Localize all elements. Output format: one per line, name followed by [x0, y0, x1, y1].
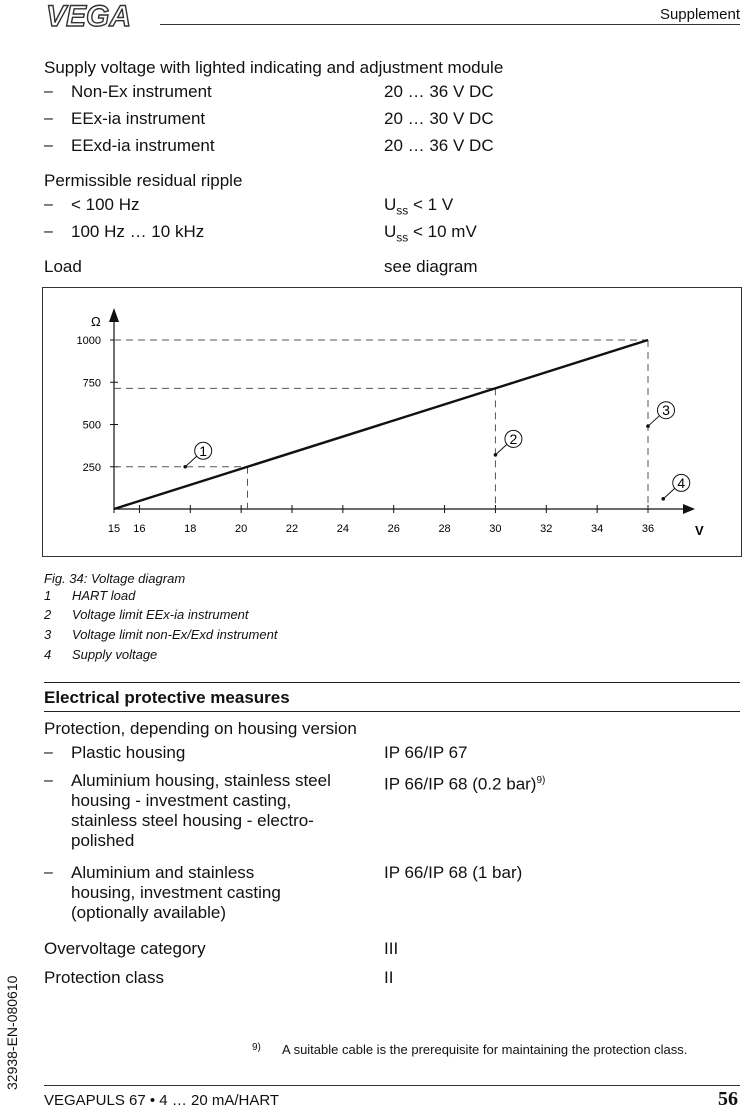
x-tick-label: 34	[591, 523, 604, 535]
document-code: 32938-EN-080610	[4, 975, 20, 1090]
x-tick-label: 16	[133, 523, 146, 535]
housing-value-2: IP 66/IP 68 (0.2 bar)$^{9)}$	[384, 774, 546, 794]
y-tick-label: 750	[82, 377, 101, 390]
marker-label: 4	[677, 474, 686, 491]
marker-leader	[495, 444, 507, 455]
ripple-label-1: < 100 Hz	[71, 195, 140, 214]
load-line	[114, 340, 648, 509]
legend-text-3: Voltage limit non-Ex/Exd instrument	[72, 627, 278, 642]
legend-num-1: 1	[44, 588, 52, 603]
ripple-value-2: $U_{ss} < 10$ mV	[384, 222, 477, 245]
y-tick-label: 500	[82, 419, 101, 432]
x-tick-label: 22	[285, 523, 299, 535]
supply-value-2: 20 … 30 V DC	[384, 109, 494, 128]
x-tick-label: 30	[489, 523, 502, 535]
ripple-label-2: 100 Hz … 10 kHz	[71, 222, 205, 241]
supply-value-3: 20 … 36 V DC	[384, 136, 494, 155]
ripple-value-1: $U_{ss} < 1$ V	[384, 195, 454, 218]
housing-label-3: Aluminium and stainless housing, investment casting (optionally available)	[71, 863, 281, 922]
legend-num-2: 2	[44, 607, 52, 622]
dash: –	[44, 772, 53, 789]
x-tick-label: 26	[387, 523, 400, 535]
marker-leader	[663, 488, 675, 499]
housing-label-2: Aluminium housing, stainless steel housing - investment casting, stainless steel housing - electro-polished	[71, 771, 331, 850]
dash: –	[44, 223, 53, 240]
dash: –	[44, 196, 53, 213]
x-tick-label: 15	[107, 523, 121, 535]
marker-label: 2	[509, 430, 518, 447]
legend-text-2: Voltage limit EEx-ia instrument	[72, 607, 249, 622]
footer-rule	[44, 1085, 740, 1086]
x-tick-label: 36	[641, 523, 655, 535]
y-tick-label: 250	[82, 461, 101, 474]
x-tick-label: 20	[235, 523, 248, 535]
header-section: Supplement	[659, 6, 740, 23]
legend-text-4: Supply voltage	[72, 647, 158, 662]
marker-leader	[648, 415, 660, 426]
load-value: see diagram	[384, 257, 478, 276]
overvoltage-label: Overvoltage category	[44, 939, 206, 958]
x-tick-label: 28	[438, 523, 451, 535]
protection-class-label: Protection class	[44, 968, 164, 987]
housing-value-1: IP 66/IP 67	[384, 743, 468, 762]
supply-value-1: 20 … 36 V DC	[384, 82, 494, 101]
legend-text-1: HART load	[72, 588, 136, 603]
dash: –	[44, 83, 53, 100]
supply-label-2: EEx-ia instrument	[71, 109, 206, 128]
footnote-text: A suitable cable is the prerequisite for maintaining the protection class.	[282, 1042, 688, 1057]
dash: –	[44, 110, 53, 127]
protection-class-value: II	[384, 968, 394, 987]
svg-text:VEGA: VEGA	[46, 0, 132, 30]
legend-num-3: 3	[44, 627, 52, 642]
load-label: Load	[44, 257, 82, 276]
y-unit-label: Ω	[91, 314, 101, 329]
x-unit-label: V	[695, 523, 704, 538]
marker-label: 3	[662, 402, 670, 419]
section-rule-bottom	[44, 711, 740, 712]
x-axis-arrow	[683, 504, 695, 514]
x-tick-label: 18	[184, 523, 197, 535]
y-axis-arrow	[109, 308, 119, 322]
section-title: Electrical protective measures	[44, 688, 290, 707]
supply-label-3: EExd-ia instrument	[71, 136, 215, 155]
page-number: 56	[718, 1088, 738, 1110]
housing-label-1: Plastic housing	[71, 743, 186, 762]
ripple-title: Permissible residual ripple	[44, 171, 243, 190]
voltage-diagram-frame	[42, 287, 742, 557]
housing-value-3: IP 66/IP 68 (1 bar)	[384, 863, 523, 882]
footnote-number: 9)	[252, 1042, 261, 1053]
figure-caption: Fig. 34: Voltage diagram	[44, 571, 186, 586]
overvoltage-value: III	[384, 939, 399, 958]
footer-product: VEGAPULS 67 • 4 … 20 mA/HART	[44, 1092, 280, 1109]
marker-leader	[185, 456, 197, 467]
supply-label-1: Non-Ex instrument	[71, 82, 212, 101]
marker-label: 1	[199, 442, 208, 459]
legend-num-4: 4	[44, 647, 52, 662]
voltage-diagram	[43, 288, 741, 556]
section-rule-top	[44, 682, 740, 683]
dash: –	[44, 864, 53, 881]
x-tick-label: 32	[540, 523, 553, 535]
y-tick-label: 1000	[76, 335, 101, 347]
dash: –	[44, 744, 53, 761]
header-rule	[160, 24, 740, 25]
dash: –	[44, 137, 53, 154]
supply-title: Supply voltage with lighted indicating and adjustment module	[44, 58, 504, 77]
x-tick-label: 24	[336, 523, 349, 535]
vega-logo	[44, 0, 148, 30]
protection-subtitle: Protection, depending on housing version	[44, 719, 357, 738]
